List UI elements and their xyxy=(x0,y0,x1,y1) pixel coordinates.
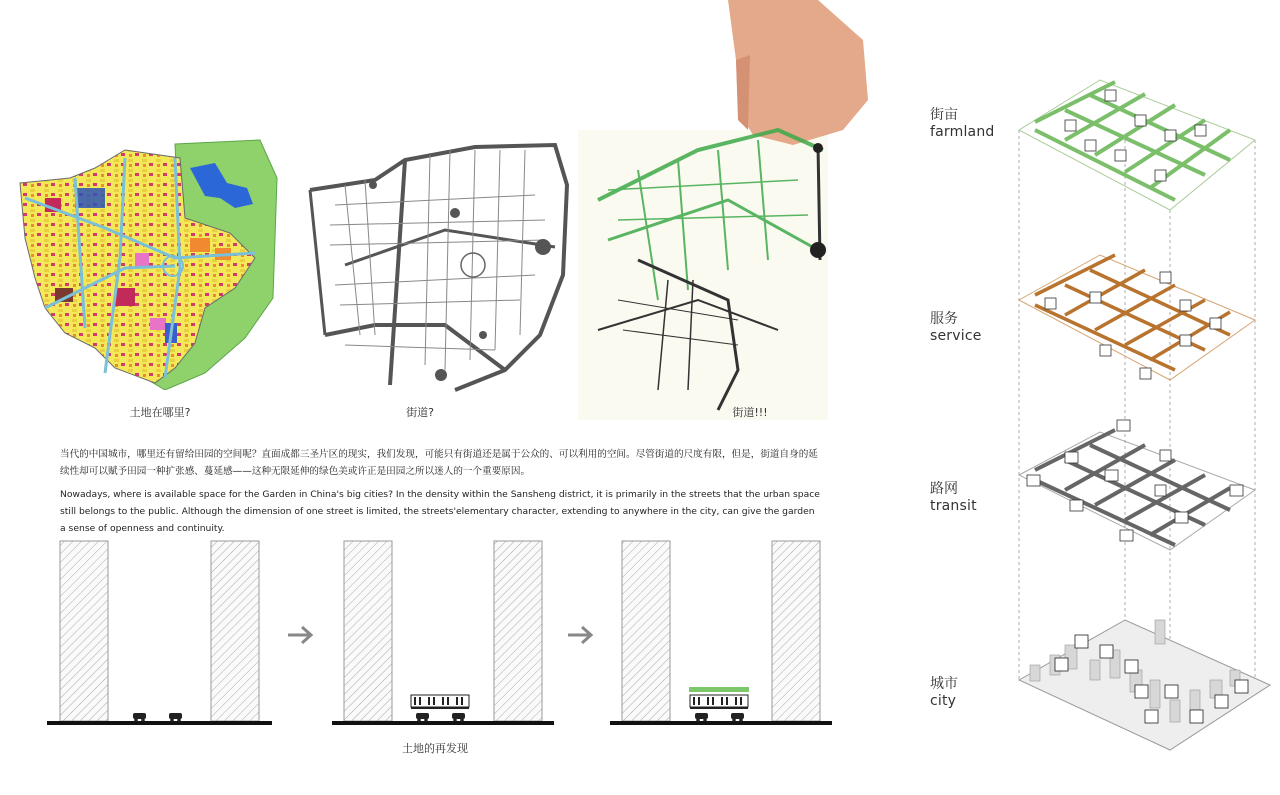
street-network-map xyxy=(305,135,577,393)
layer-zh: 路网 xyxy=(930,481,958,497)
restroom-icon xyxy=(690,695,748,709)
transit-layer xyxy=(1019,430,1255,550)
caption-land: 土地在哪里? xyxy=(129,406,191,419)
restroom-icon xyxy=(411,695,469,709)
layer-stack-diagram xyxy=(1005,60,1280,760)
layer-zh: 城市 xyxy=(930,676,958,692)
layer-en: service xyxy=(930,328,982,344)
layer-label-transit xyxy=(930,480,977,515)
street-section-diagram xyxy=(45,535,845,735)
right-arrow-icon xyxy=(288,627,311,643)
building-right-2 xyxy=(494,541,542,721)
car-icon xyxy=(695,713,744,722)
farmland-layer xyxy=(1019,80,1255,210)
building-left-3 xyxy=(622,541,670,721)
land-use-map xyxy=(15,138,293,390)
car-icon xyxy=(416,713,465,722)
building-left-2 xyxy=(344,541,392,721)
building-right-3 xyxy=(772,541,820,721)
caption-street: 街道? xyxy=(406,406,434,419)
layer-en: transit xyxy=(930,498,977,514)
car-icon xyxy=(133,713,182,722)
layer-zh: 服务 xyxy=(930,311,958,327)
paragraph-zh: 当代的中国城市，哪里还有留给田园的空间呢？直面成都三圣片区的现实，我们发现，可能只有街道还是属于公众的、可以利用的空间。尽管街道的尺度有限，但是，街道自身的延续性却可以赋予田园一种扩张感、蔓延感——这种无限延伸的绿色美或许正是田园之所以迷人的一个重要原因。 xyxy=(60,449,818,477)
layer-label-farmland xyxy=(930,106,994,141)
layer-en: farmland xyxy=(930,124,995,140)
green-roof xyxy=(689,687,749,692)
paragraph-en: Nowadays, where is available space for the Garden in China's big cities? In the density within the Sansheng district, it is primarily in the streets that the urban space still belongs to the public. Although the dimension of one street is limited, the streets'elementary character, extending to anywhere in the city, can give the garden a sense of openness and continuity. xyxy=(60,489,820,534)
layer-label-city xyxy=(930,675,958,710)
layer-en: city xyxy=(930,693,957,709)
right-arrow-icon xyxy=(568,627,591,643)
layer-zh: 街亩 xyxy=(930,107,958,123)
layer-label-service xyxy=(930,310,982,345)
green-overlay-photo xyxy=(578,0,878,420)
city-layer xyxy=(1019,620,1270,750)
section-caption: 土地的再发现 xyxy=(402,742,468,755)
service-layer xyxy=(1019,255,1255,380)
building-left-1 xyxy=(60,541,108,721)
caption-street-excl: 街道!!! xyxy=(732,406,768,419)
building-right-1 xyxy=(211,541,259,721)
